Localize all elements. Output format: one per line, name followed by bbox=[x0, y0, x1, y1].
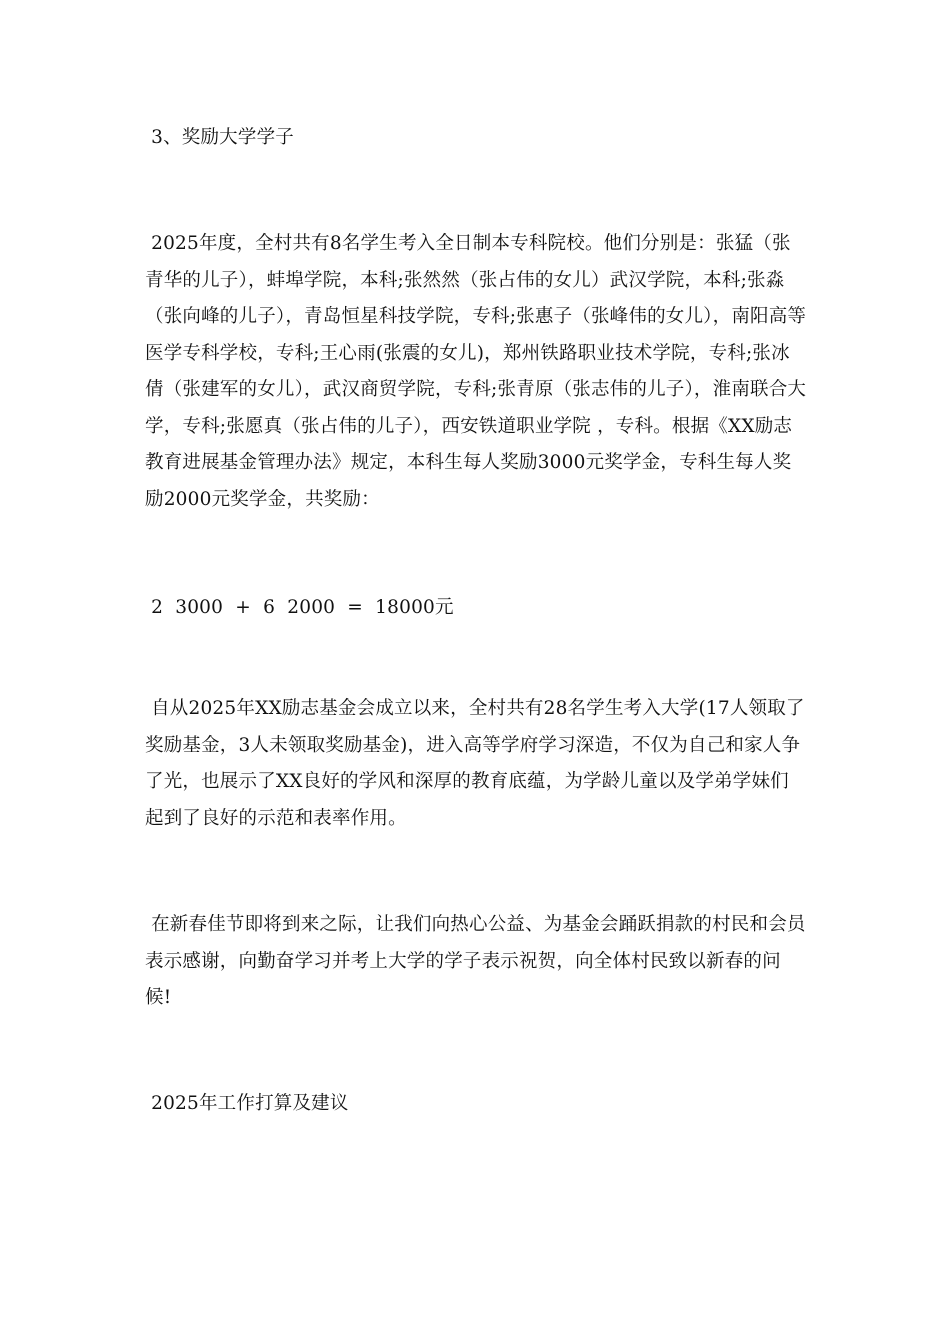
reward-formula: 2 3000 + 6 2000 = 18000元 bbox=[145, 597, 454, 618]
paragraph-scholarship-recipients: 2025年度，全村共有8名学生考入全日制本专科院校。他们分别是：张猛（张青华的儿子），蚌埠学院，本科;张然然（张占伟的女儿）武汉学院，本科;张淼（张向峰的儿子），青岛恒星科技学院，专科;张惠子（张峰伟的女儿），南阳高等医学专科学校，专科;王心雨(张震的女儿)，郑州铁路职业技术学院，专科;张冰倩（张建军的女儿），武汉商贸学院，专科;张青原（张志伟的儿子），淮南联合大学，专科;张愿真（张占伟的儿子），西安铁道职业学院 ，专科。根据《XX励志教育进展基金管理办法》规定，本科生每人奖励3000元奖学金，专科生每人奖励2000元奖学金，共奖励： bbox=[145, 233, 807, 510]
section-heading: 3、奖励大学学子 bbox=[145, 127, 294, 148]
paragraph-foundation-history: 自从2025年XX励志基金会成立以来，全村共有28名学生考入大学(17人领取了奖励基金，3人未领取奖励基金)，进入高等学府学习深造，不仅为自己和家人争了光，也展示了XX良好的学风和深厚的教育底蕴，为学龄儿童以及学弟学妹们起到了良好的示范和表率作用。 bbox=[145, 698, 805, 829]
section-heading-work-plan: 2025年工作打算及建议 bbox=[145, 1093, 349, 1114]
paragraph-greetings: 在新春佳节即将到来之际，让我们向热心公益、为基金会踊跃捐款的村民和会员表示感谢，向勤奋学习并考上大学的学子表示祝贺，向全体村民致以新春的问候! bbox=[145, 914, 806, 1008]
